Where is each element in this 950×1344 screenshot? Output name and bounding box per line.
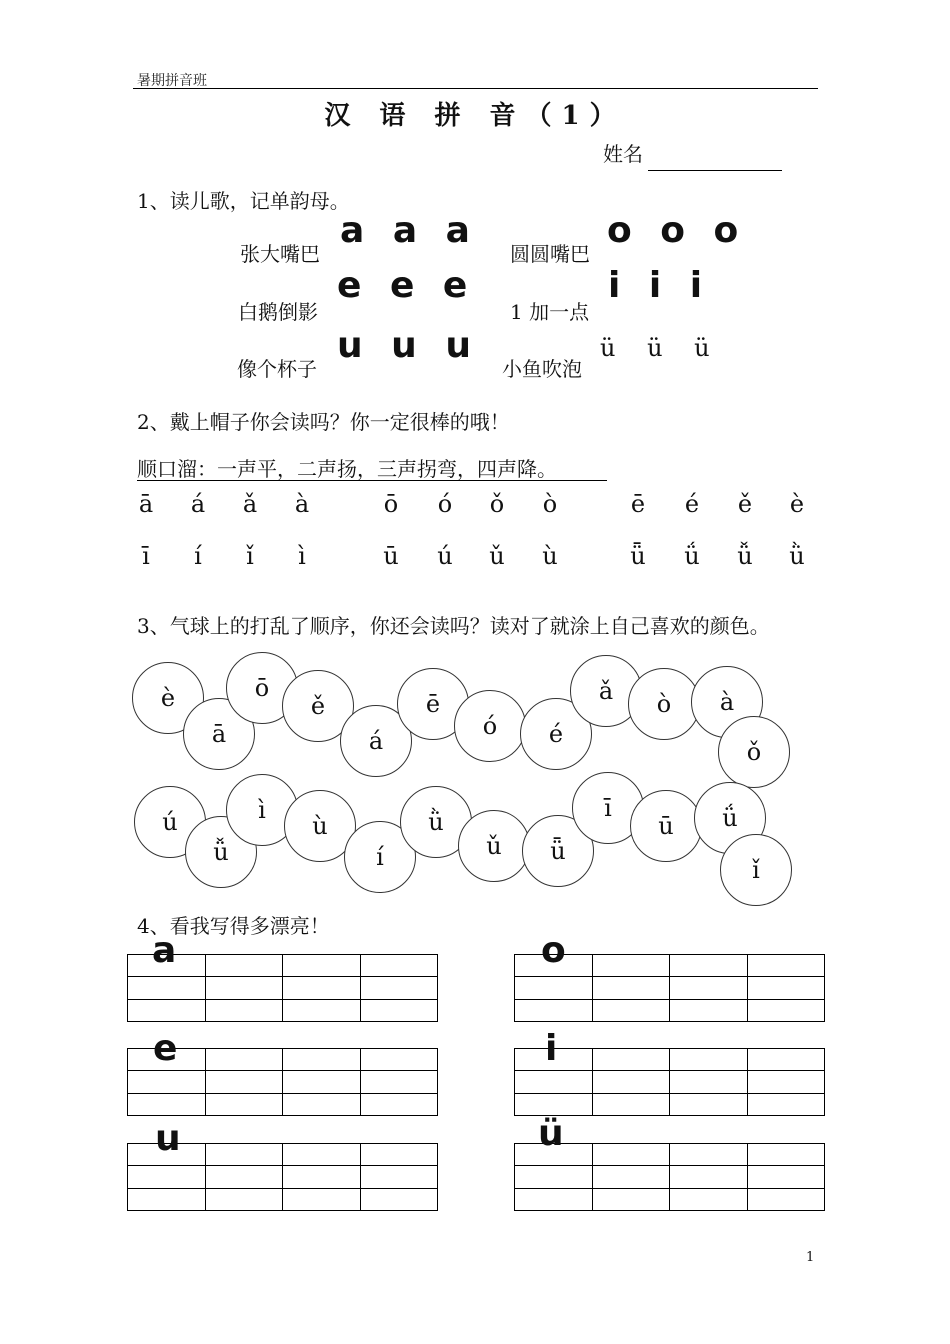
grid-cell[interactable] xyxy=(670,1093,748,1115)
tone-letter: è xyxy=(789,490,805,518)
balloon[interactable]: ǘ xyxy=(694,782,766,854)
grid-cell[interactable] xyxy=(515,977,593,999)
grid-cell[interactable] xyxy=(592,1166,670,1188)
section3-heading: 3、气球上的打乱了顺序，你还会读吗？读对了就涂上自己喜欢的颜色。 xyxy=(137,614,770,638)
grid-cell[interactable] xyxy=(747,955,825,977)
balloon[interactable]: ò xyxy=(628,668,700,740)
tone-letter: ē xyxy=(630,490,646,518)
grid-cell[interactable] xyxy=(128,1071,206,1093)
vowel-letters: o o o xyxy=(607,210,747,251)
grid-cell[interactable] xyxy=(128,1093,206,1115)
tone-rhyme: 顺口溜：一声平，二声扬，三声拐弯，四声降。 xyxy=(137,457,557,481)
grid-cell[interactable] xyxy=(128,1166,206,1188)
header-text: 暑期拼音班 xyxy=(137,73,207,89)
grid-letter: i xyxy=(545,1028,558,1069)
balloon[interactable]: ǒ xyxy=(718,716,790,788)
grid-cell[interactable] xyxy=(205,1144,283,1166)
grid-cell[interactable] xyxy=(515,1166,593,1188)
grid-cell[interactable] xyxy=(283,955,361,977)
rhyme-underline xyxy=(137,480,607,481)
grid-cell[interactable] xyxy=(747,977,825,999)
grid-cell[interactable] xyxy=(283,977,361,999)
grid-cell[interactable] xyxy=(670,1166,748,1188)
grid-cell[interactable] xyxy=(515,1188,593,1210)
balloon[interactable]: ǚ xyxy=(185,816,257,888)
grid-cell[interactable] xyxy=(747,1049,825,1071)
balloon[interactable]: í xyxy=(344,821,416,893)
grid-cell[interactable] xyxy=(283,1071,361,1093)
balloon[interactable]: è xyxy=(132,662,204,734)
tone-letter: í xyxy=(194,542,202,570)
grid-cell[interactable] xyxy=(747,1093,825,1115)
grid-cell[interactable] xyxy=(747,999,825,1021)
balloon[interactable]: ě xyxy=(282,670,354,742)
grid-cell[interactable] xyxy=(360,1049,438,1071)
grid-cell[interactable] xyxy=(670,1144,748,1166)
grid-letter: ü xyxy=(538,1113,564,1154)
grid-cell[interactable] xyxy=(128,999,206,1021)
tone-letter: ū xyxy=(383,542,399,570)
tone-letter: ì xyxy=(298,542,306,570)
tone-letter: ó xyxy=(437,490,453,518)
balloon[interactable]: ō xyxy=(226,652,298,724)
grid-cell[interactable] xyxy=(360,1188,438,1210)
grid-cell[interactable] xyxy=(670,1071,748,1093)
header-divider xyxy=(133,88,818,89)
balloon[interactable]: ǐ xyxy=(720,834,792,906)
grid-cell[interactable] xyxy=(360,955,438,977)
vowel-letters: ü ü ü xyxy=(600,334,722,362)
tone-letter: ǘ xyxy=(684,542,700,570)
grid-cell[interactable] xyxy=(205,1093,283,1115)
balloon[interactable]: ǖ xyxy=(522,815,594,887)
rhyme-label: 像个杯子 xyxy=(237,357,317,381)
grid-cell[interactable] xyxy=(670,1188,748,1210)
tone-letter: ǚ xyxy=(737,542,753,570)
grid-cell[interactable] xyxy=(592,1188,670,1210)
grid-cell[interactable] xyxy=(205,999,283,1021)
tone-letter: ǜ xyxy=(789,542,805,570)
grid-cell[interactable] xyxy=(205,1188,283,1210)
tone-letter: ǎ xyxy=(242,490,258,518)
writing-grid[interactable] xyxy=(514,1048,825,1116)
grid-cell[interactable] xyxy=(205,1071,283,1093)
grid-letter: a xyxy=(152,930,177,971)
grid-cell[interactable] xyxy=(205,955,283,977)
tone-letter: ǖ xyxy=(630,542,646,570)
tone-letter: ù xyxy=(542,542,558,570)
grid-cell[interactable] xyxy=(283,1144,361,1166)
grid-cell[interactable] xyxy=(360,1071,438,1093)
grid-cell[interactable] xyxy=(747,1144,825,1166)
balloon[interactable]: ī xyxy=(572,772,644,844)
tone-letter: ě xyxy=(737,490,753,518)
grid-cell[interactable] xyxy=(592,999,670,1021)
grid-letter: e xyxy=(153,1028,178,1069)
grid-cell[interactable] xyxy=(360,1093,438,1115)
balloon[interactable]: á xyxy=(340,705,412,777)
tone-letter: ā xyxy=(138,490,154,518)
grid-cell[interactable] xyxy=(283,1049,361,1071)
balloon[interactable]: ū xyxy=(630,790,702,862)
balloon[interactable]: ā xyxy=(183,698,255,770)
grid-cell[interactable] xyxy=(592,1144,670,1166)
vowel-letters: u u u xyxy=(337,325,479,366)
balloon[interactable]: ǎ xyxy=(570,655,642,727)
grid-cell[interactable] xyxy=(283,1093,361,1115)
tone-letter: ō xyxy=(383,490,399,518)
grid-cell[interactable] xyxy=(205,977,283,999)
grid-cell[interactable] xyxy=(360,1144,438,1166)
vowel-letters: i i i xyxy=(608,265,711,306)
page-title: 汉 语 拼 音（1） xyxy=(324,101,626,131)
grid-letter: u xyxy=(155,1118,181,1159)
balloon[interactable]: ù xyxy=(284,790,356,862)
grid-cell[interactable] xyxy=(205,1166,283,1188)
name-label: 姓名 xyxy=(603,142,643,166)
tone-letter: ǒ xyxy=(489,490,505,518)
vowel-letters: e e e xyxy=(337,265,476,306)
grid-cell[interactable] xyxy=(670,999,748,1021)
grid-cell[interactable] xyxy=(670,1049,748,1071)
tone-letter: ǐ xyxy=(246,542,254,570)
section2-heading: 2、戴上帽子你会读吗？你一定很棒的哦！ xyxy=(137,410,510,434)
grid-letter: o xyxy=(541,930,566,971)
balloon[interactable]: ǜ xyxy=(400,786,472,858)
rhyme-label: 小鱼吹泡 xyxy=(502,357,582,381)
rhyme-label: 白鹅倒影 xyxy=(238,300,318,324)
tone-letter: ī xyxy=(142,542,150,570)
grid-cell[interactable] xyxy=(283,1166,361,1188)
balloon[interactable]: ó xyxy=(454,690,526,762)
vowel-letters: a a a xyxy=(340,210,478,251)
grid-cell[interactable] xyxy=(592,1071,670,1093)
grid-cell[interactable] xyxy=(592,1093,670,1115)
grid-cell[interactable] xyxy=(747,1166,825,1188)
grid-cell[interactable] xyxy=(592,977,670,999)
grid-cell[interactable] xyxy=(670,955,748,977)
balloon[interactable]: é xyxy=(520,698,592,770)
grid-cell[interactable] xyxy=(515,1071,593,1093)
tone-letter: á xyxy=(190,490,206,518)
section4-heading: 4、看我写得多漂亮！ xyxy=(137,914,330,938)
rhyme-label: 圆圆嘴巴 xyxy=(510,242,590,266)
section1-heading: 1、读儿歌，记单韵母。 xyxy=(137,189,350,213)
grid-cell[interactable] xyxy=(205,1049,283,1071)
grid-cell[interactable] xyxy=(592,1049,670,1071)
rhyme-label: 张大嘴巴 xyxy=(240,242,320,266)
grid-cell[interactable] xyxy=(283,999,361,1021)
balloon[interactable]: ú xyxy=(134,786,206,858)
balloon[interactable]: ì xyxy=(226,774,298,846)
tone-letter: ò xyxy=(542,490,558,518)
tone-letter: ǔ xyxy=(489,542,505,570)
balloon[interactable]: à xyxy=(691,666,763,738)
tone-letter: ú xyxy=(437,542,453,570)
grid-cell[interactable] xyxy=(360,1166,438,1188)
grid-cell[interactable] xyxy=(128,977,206,999)
grid-cell[interactable] xyxy=(515,999,593,1021)
grid-cell[interactable] xyxy=(592,955,670,977)
grid-cell[interactable] xyxy=(670,977,748,999)
name-field-line[interactable] xyxy=(648,170,782,171)
tone-letter: é xyxy=(684,490,700,518)
grid-cell[interactable] xyxy=(360,977,438,999)
rhyme-label: 1 加一点 xyxy=(510,300,590,324)
grid-cell[interactable] xyxy=(747,1188,825,1210)
grid-cell[interactable] xyxy=(747,1071,825,1093)
grid-cell[interactable] xyxy=(128,1188,206,1210)
grid-cell[interactable] xyxy=(360,999,438,1021)
balloon[interactable]: ē xyxy=(397,668,469,740)
tone-letter: à xyxy=(294,490,310,518)
page-number: 1 xyxy=(806,1250,815,1265)
grid-cell[interactable] xyxy=(283,1188,361,1210)
balloon[interactable]: ǔ xyxy=(458,810,530,882)
